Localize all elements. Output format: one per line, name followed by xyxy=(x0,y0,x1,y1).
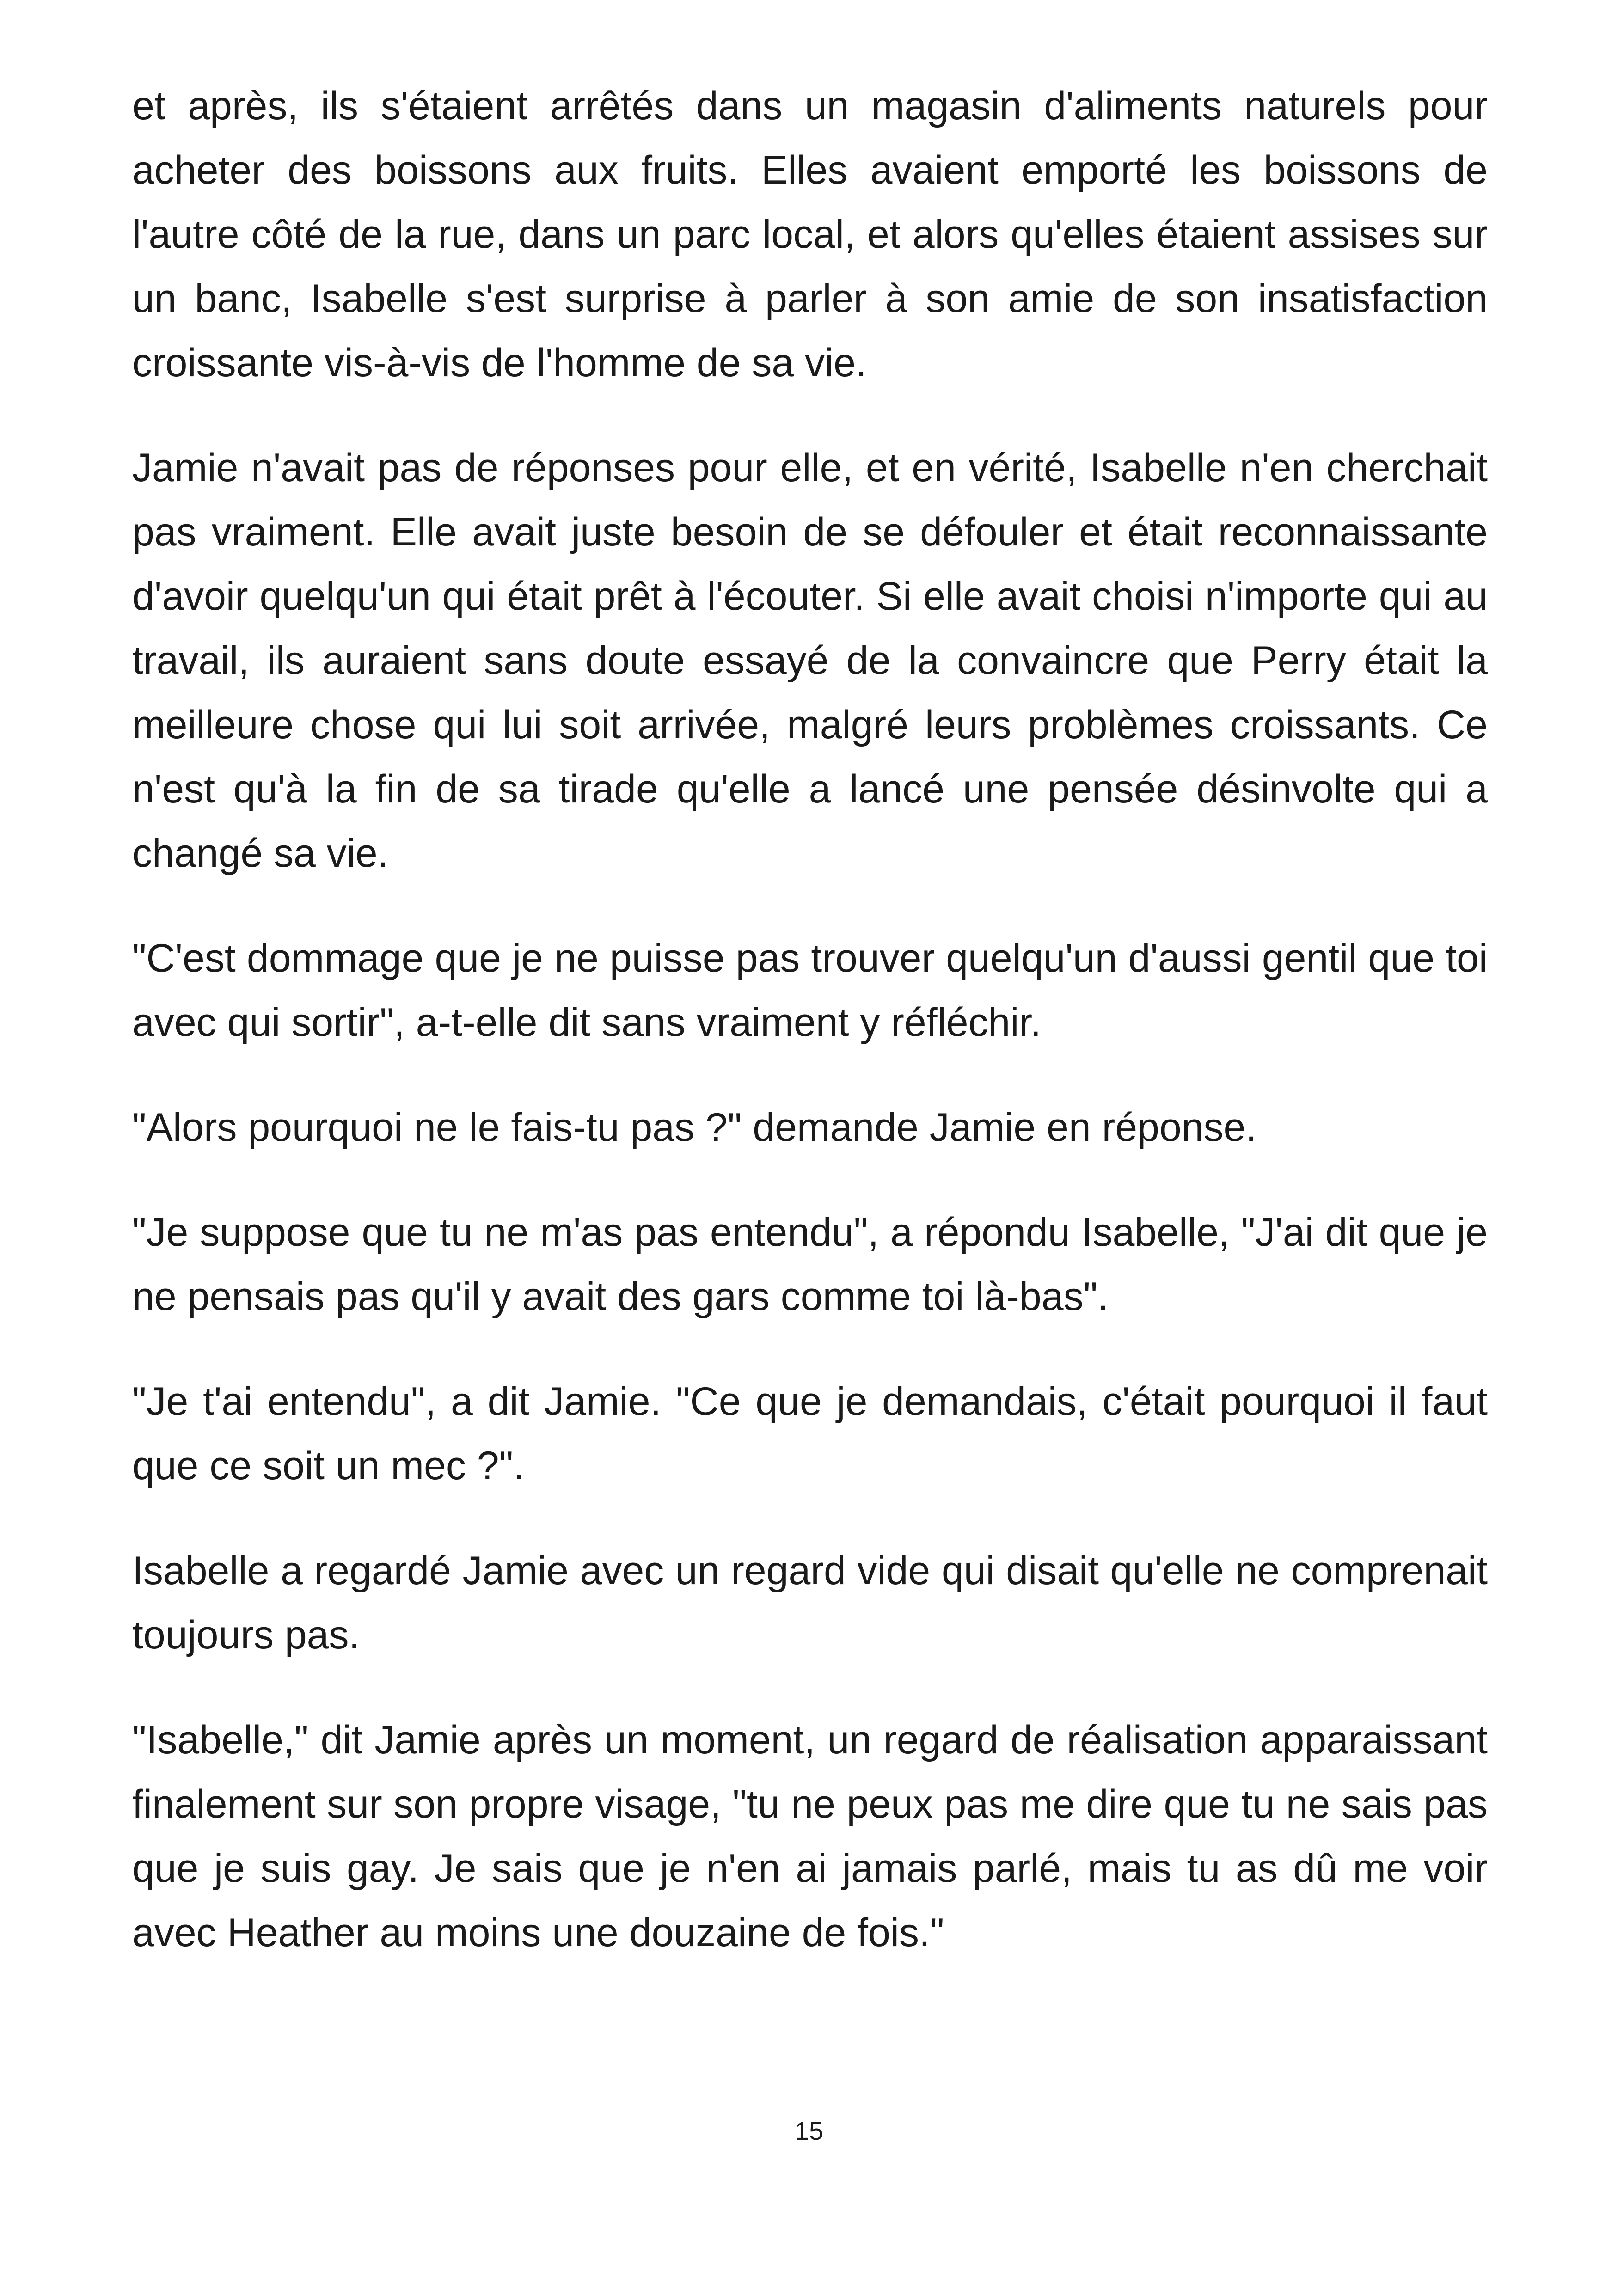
body-text xyxy=(132,74,1488,2006)
paragraph: "C'est dommage que je ne puisse pas trouver quelqu'un d'aussi gentil que toi avec qui sortir", a-t-elle dit sans vraiment y réfléchir. xyxy=(132,936,1488,1045)
paragraph: Isabelle a regardé Jamie avec un regard vide qui disait qu'elle ne comprenait toujours pas. xyxy=(132,1549,1488,1657)
paragraph: Jamie n'avait pas de réponses pour elle, et en vérité, Isabelle n'en cherchait pas vraiment. Elle avait juste besoin de se défouler et était reconnaissante d'avoir quelqu'un qui était prêt à l'écouter. Si elle avait choisi n'importe qui au travail, ils auraient sans doute essayé de la convaincre que Perry était la meilleure chose qui lui soit arrivée, malgré leurs problèmes croissants. Ce n'est qu'à la fin de sa tirade qu'elle a lancé une pensée désinvolte qui a changé sa vie. xyxy=(132,446,1488,876)
paragraph: "Je t'ai entendu", a dit Jamie. "Ce que je demandais, c'était pourquoi il faut que ce soit un mec ?". xyxy=(132,1379,1488,1488)
page-number: 15 xyxy=(794,2116,824,2145)
paragraph: "Alors pourquoi ne le fais-tu pas ?" demande Jamie en réponse. xyxy=(132,1105,1257,1150)
paragraph: "Je suppose que tu ne m'as pas entendu", a répondu Isabelle, "J'ai dit que je ne pensais pas qu'il y avait des gars comme toi là-bas". xyxy=(132,1210,1488,1319)
paragraph: et après, ils s'étaient arrêtés dans un magasin d'aliments naturels pour acheter des boissons aux fruits. Elles avaient emporté les boissons de l'autre côté de la rue, dans un parc local, et alors qu'elles étaient assises sur un banc, Isabelle s'est surprise à parler à son amie de son insatisfaction croissante vis-à-vis de l'homme de sa vie. xyxy=(132,84,1488,385)
paragraph: "Isabelle," dit Jamie après un moment, un regard de réalisation apparaissant finalement sur son propre visage, "tu ne peux pas me dire que tu ne sais pas que je suis gay. Je sais que je n'en ai jamais parlé, mais tu as dû me voir avec Heather au moins une douzaine de fois." xyxy=(132,1718,1488,1955)
